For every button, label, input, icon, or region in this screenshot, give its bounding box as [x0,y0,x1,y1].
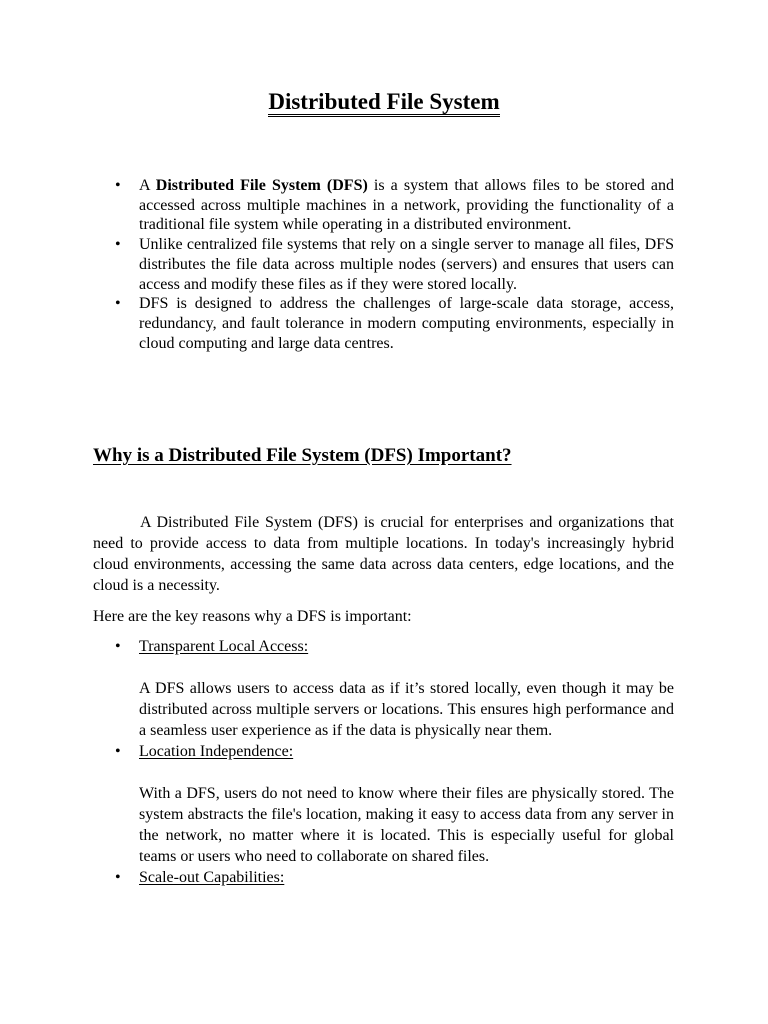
reasons-intro-paragraph: Here are the key reasons why a DFS is important: [93,608,412,625]
reason-item [139,867,674,888]
document-title [0,86,768,118]
intro-bullet-item [139,235,674,294]
intro-bullet-text: is a system that allows files to be stored and accessed across multiple machines in a network, providing the functionality of a traditional file system while operating in a distributed environment. [139,177,675,234]
intro-bullet-item [139,176,674,235]
intro-bullet-list [139,176,674,353]
reason-item [139,636,674,741]
document-title-text: Distributed File System [268,89,499,117]
importance-paragraph: A Distributed File System (DFS) is crucial for enterprises and organizations that need to provide access to data from multiple locations. In today's increasingly hybrid cloud environments, accessing the same data across data centers, edge locations, and the cloud is a necessity. [93,514,674,594]
intro-bullet-item [139,294,674,353]
reason-body: A DFS allows users to access data as if it’s stored locally, even though it may be distributed across multiple servers or locations. This ensures high performance and a seamless user experience as if the data is physically near them. [139,680,674,739]
intro-bullet-bold-term: Distributed File System (DFS) [155,177,368,194]
reason-label: Transparent Local Access: [139,638,309,655]
reasons-bullet-list [139,636,674,888]
section-heading: Why is a Distributed File System (DFS) Important? [93,445,512,466]
intro-bullet-text: DFS is designed to address the challenges of large-scale data storage, access, redundancy, and fault tolerance in modern computing environments, especially in cloud computing and large data centres. [139,295,674,352]
reason-item [139,741,674,867]
reason-label: Location Independence: [139,743,294,760]
reason-label: Scale-out Capabilities: [139,869,285,886]
intro-bullet-text: Unlike centralized file systems that rely on a single server to manage all files, DFS distributes the file data across multiple nodes (servers) and ensures that users can access and modify these files as if they were stored locally. [139,236,674,293]
reason-body: With a DFS, users do not need to know where their files are physically stored. The system abstracts the file's location, making it easy to access data from any server in the network, no matter where it is located. This is especially useful for global teams or users who need to collaborate on shared files. [139,785,674,865]
intro-bullet-prefix: A [139,177,156,194]
